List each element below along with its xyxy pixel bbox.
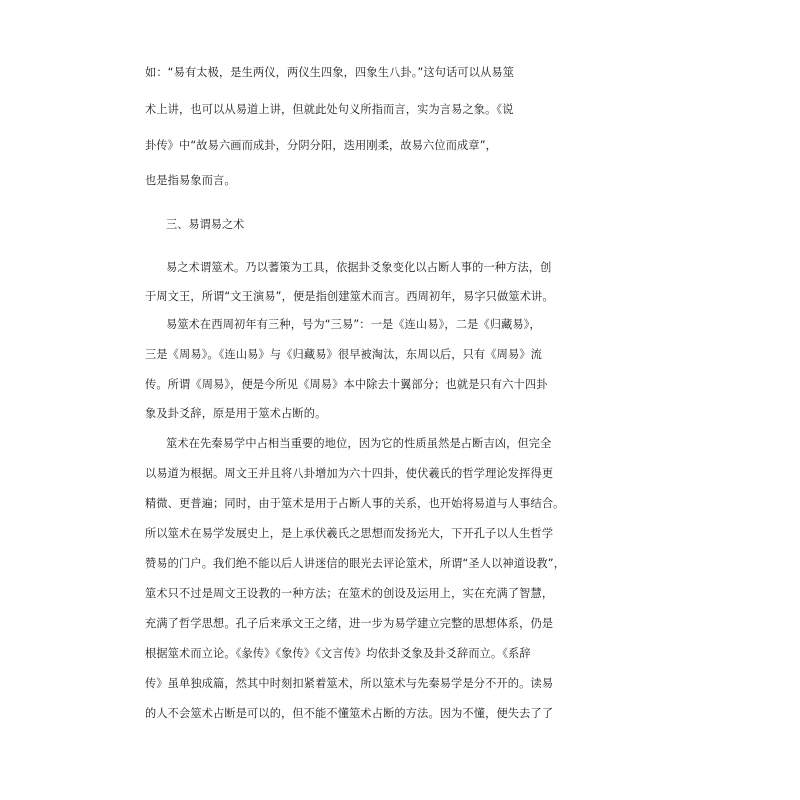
body-line-12: 筮术只不过是周文王设教的一种方法；在筮术的创设及运用上，实在充满了智慧，: [145, 587, 554, 600]
body-line-11: 赞易的门户。我们绝不能以后人讲迷信的眼光去评论筮术，所谓“圣人以神道设教”，: [145, 557, 566, 570]
body-line-6: 象及卦爻辞，原是用于筮术占断的。: [145, 407, 327, 420]
section-heading: 三、易谓易之术: [166, 218, 245, 231]
body-line-8: 以易道为根据。周文王并且将八卦增加为六十四卦，使伏羲氏的哲学理论发挥得更: [145, 467, 554, 480]
body-line-2: 于周文王，所谓“文王演易”，便是指创建筮术而言。西周初年，易字只做筮术讲。: [145, 290, 554, 303]
paragraph-line-4: 也是指易象而言。: [145, 174, 236, 187]
body-line-7: 筮术在先秦易学中占相当重要的地位，因为它的性质虽然是占断吉凶，但完全: [166, 437, 552, 450]
body-line-4: 三是《周易》。《连山易》与《归藏易》很早被淘汰，东周以后，只有《周易》流: [145, 348, 542, 361]
body-line-3: 易筮术在西周初年有三种，号为“三易”：一是《连山易》，二是《归藏易》，: [166, 318, 541, 331]
body-line-16: 的人不会筮术占断是可以的，但不能不懂筮术占断的方法。因为不懂，便失去了了: [145, 707, 554, 720]
paragraph-line-3: 卦传》中“故易六画而成卦，分阴分阳，迭用刚柔，故易六位而成章”，: [145, 139, 498, 152]
body-line-1: 易之术谓筮术。乃以蓍策为工具，依据卦爻象变化以占断人事的一种方法，创: [166, 261, 552, 274]
body-line-9: 精微、更普遍；同时，由于筮术是用于占断人事的关系，也开始将易道与人事结合。: [145, 497, 565, 510]
paragraph-line-1: 如：“易有太极，是生两仪，两仪生四象，四象生八卦。”这句话可以从易筮: [145, 66, 515, 79]
body-line-5: 传。所谓《周易》，便是今所见《周易》本中除去十翼部分；也就是只有六十四卦: [145, 378, 548, 391]
body-line-10: 所以筮术在易学发展史上，是上承伏羲氏之思想而发扬光大，下开孔子以人生哲学: [145, 527, 554, 540]
paragraph-line-2: 术上讲，也可以从易道上讲，但就此处句义所指而言，实为言易之象。《说: [145, 103, 514, 116]
body-line-13: 充满了哲学思想。孔子后来承文王之绪，进一步为易学建立完整的思想体系，仍是: [145, 617, 554, 630]
body-line-15: 传》虽单独成篇，然其中时刻扣紧着筮术，所以筮术与先秦易学是分不开的。读易: [145, 677, 554, 690]
body-line-14: 根据筮术而立论。《彖传》《象传》《文言传》均依卦爻象及卦爻辞而立。《系辞: [145, 647, 531, 660]
